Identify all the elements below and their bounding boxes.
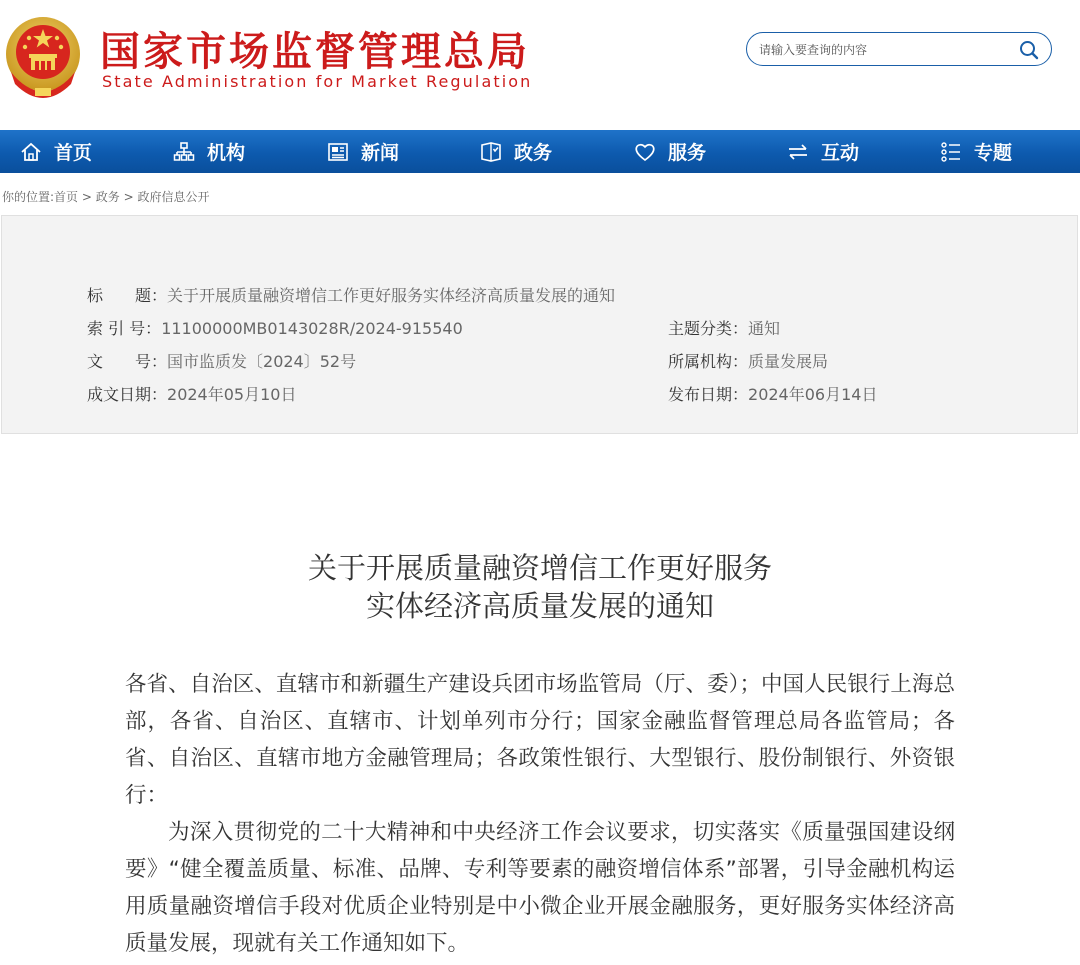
article-title-line-1: 关于开展质量融资增信工作更好服务 [307,551,772,585]
info-date-value: 2024年05月10日 [167,385,297,404]
main-nav [0,130,1080,173]
info-org-label: 所属机构： [668,352,749,371]
article-title [0,549,1080,625]
info-title-value: 关于开展质量融资增信工作更好服务实体经济高质量发展的通知 [167,286,616,305]
info-org-value: 质量发展局 [748,352,829,371]
info-publish-value: 2024年06月14日 [748,385,878,404]
nav-item-news[interactable] [327,130,399,173]
info-publish-row [668,382,877,405]
info-topic-value: 通知 [748,319,781,338]
nav-item-home[interactable] [20,130,92,173]
info-title-row [87,283,615,306]
info-date-row [87,382,296,405]
breadcrumb-affairs[interactable]: 政务 [95,190,120,204]
nav-label-news: 新闻 [361,142,400,164]
breadcrumb-sep: > [119,190,138,204]
nav-label-service: 服务 [668,142,707,164]
site-name-cn[interactable]: 国家市场监督管理总局 [100,29,530,75]
nav-item-service[interactable] [634,130,706,173]
breadcrumb-home[interactable]: 首页 [54,190,79,204]
breadcrumb-info-disclosure[interactable]: 政府信息公开 [137,190,210,204]
info-index-value: 11100000MB0143028R/2024-915540 [161,319,463,338]
info-index-label: 索 引 号： [87,319,162,338]
info-topic-row [668,316,780,339]
heart-icon [634,141,656,163]
info-docno-label: 文 号： [87,352,168,371]
nav-item-org[interactable] [173,130,245,173]
nav-item-topics[interactable] [940,130,1012,173]
info-publish-label: 发布日期： [668,385,749,404]
info-date-label: 成文日期： [87,385,168,404]
info-org-row [668,349,828,372]
article-recipients: 各省、自治区、直辖市和新疆生产建设兵团市场监管局（厅、委）；中国人民银行上海总部，各省、自治区、直辖市、计划单列市分行；国家金融监督管理总局各监管局；各省、自治区、直辖市地方金融管理局；各政策性银行、大型银行、股份制银行、外资银行： [125,672,955,808]
info-index-row [87,316,463,339]
site-name-en[interactable]: State Administration for Market Regulation [102,72,533,91]
exchange-icon [787,141,809,163]
list-icon [940,141,962,163]
national-emblem-icon[interactable] [5,14,81,100]
article-paragraph: 为深入贯彻党的二十大精神和中央经济工作会议要求，切实落实《质量强国建设纲要》“健全覆盖质量、标准、品牌、专利等要素的融资增信体系”部署，引导金融机构运用质量融资增信手段对优质企业特别是中小微企业开展金融服务，更好服务实体经济高质量发展，现就有关工作通知如下。 [125,820,955,956]
nav-item-affairs[interactable] [480,130,552,173]
nav-item-interact[interactable] [787,130,859,173]
nav-label-interact: 互动 [821,142,860,164]
news-icon [327,141,349,163]
nav-label-org: 机构 [207,142,246,164]
site-header [0,0,1080,130]
breadcrumb [2,188,209,205]
breadcrumb-prefix: 你的位置: [2,190,55,204]
nav-label-home: 首页 [54,142,93,164]
search-icon[interactable] [1019,40,1039,60]
search-box [746,32,1052,66]
nav-label-topics: 专题 [974,142,1013,164]
org-icon [173,141,195,163]
search-input[interactable] [757,39,1011,61]
info-topic-label: 主题分类： [668,319,749,338]
nav-label-affairs: 政务 [514,142,553,164]
info-docno-row [87,349,356,372]
home-icon [20,141,42,163]
info-docno-value: 国市监质发〔2024〕52号 [167,352,357,371]
info-title-label: 标 题： [87,286,168,305]
article-title-line-2: 实体经济高质量发展的通知 [365,589,714,623]
affairs-icon [480,141,502,163]
document-info-panel [1,215,1078,434]
breadcrumb-sep: > [78,190,96,204]
article-body [125,666,955,962]
